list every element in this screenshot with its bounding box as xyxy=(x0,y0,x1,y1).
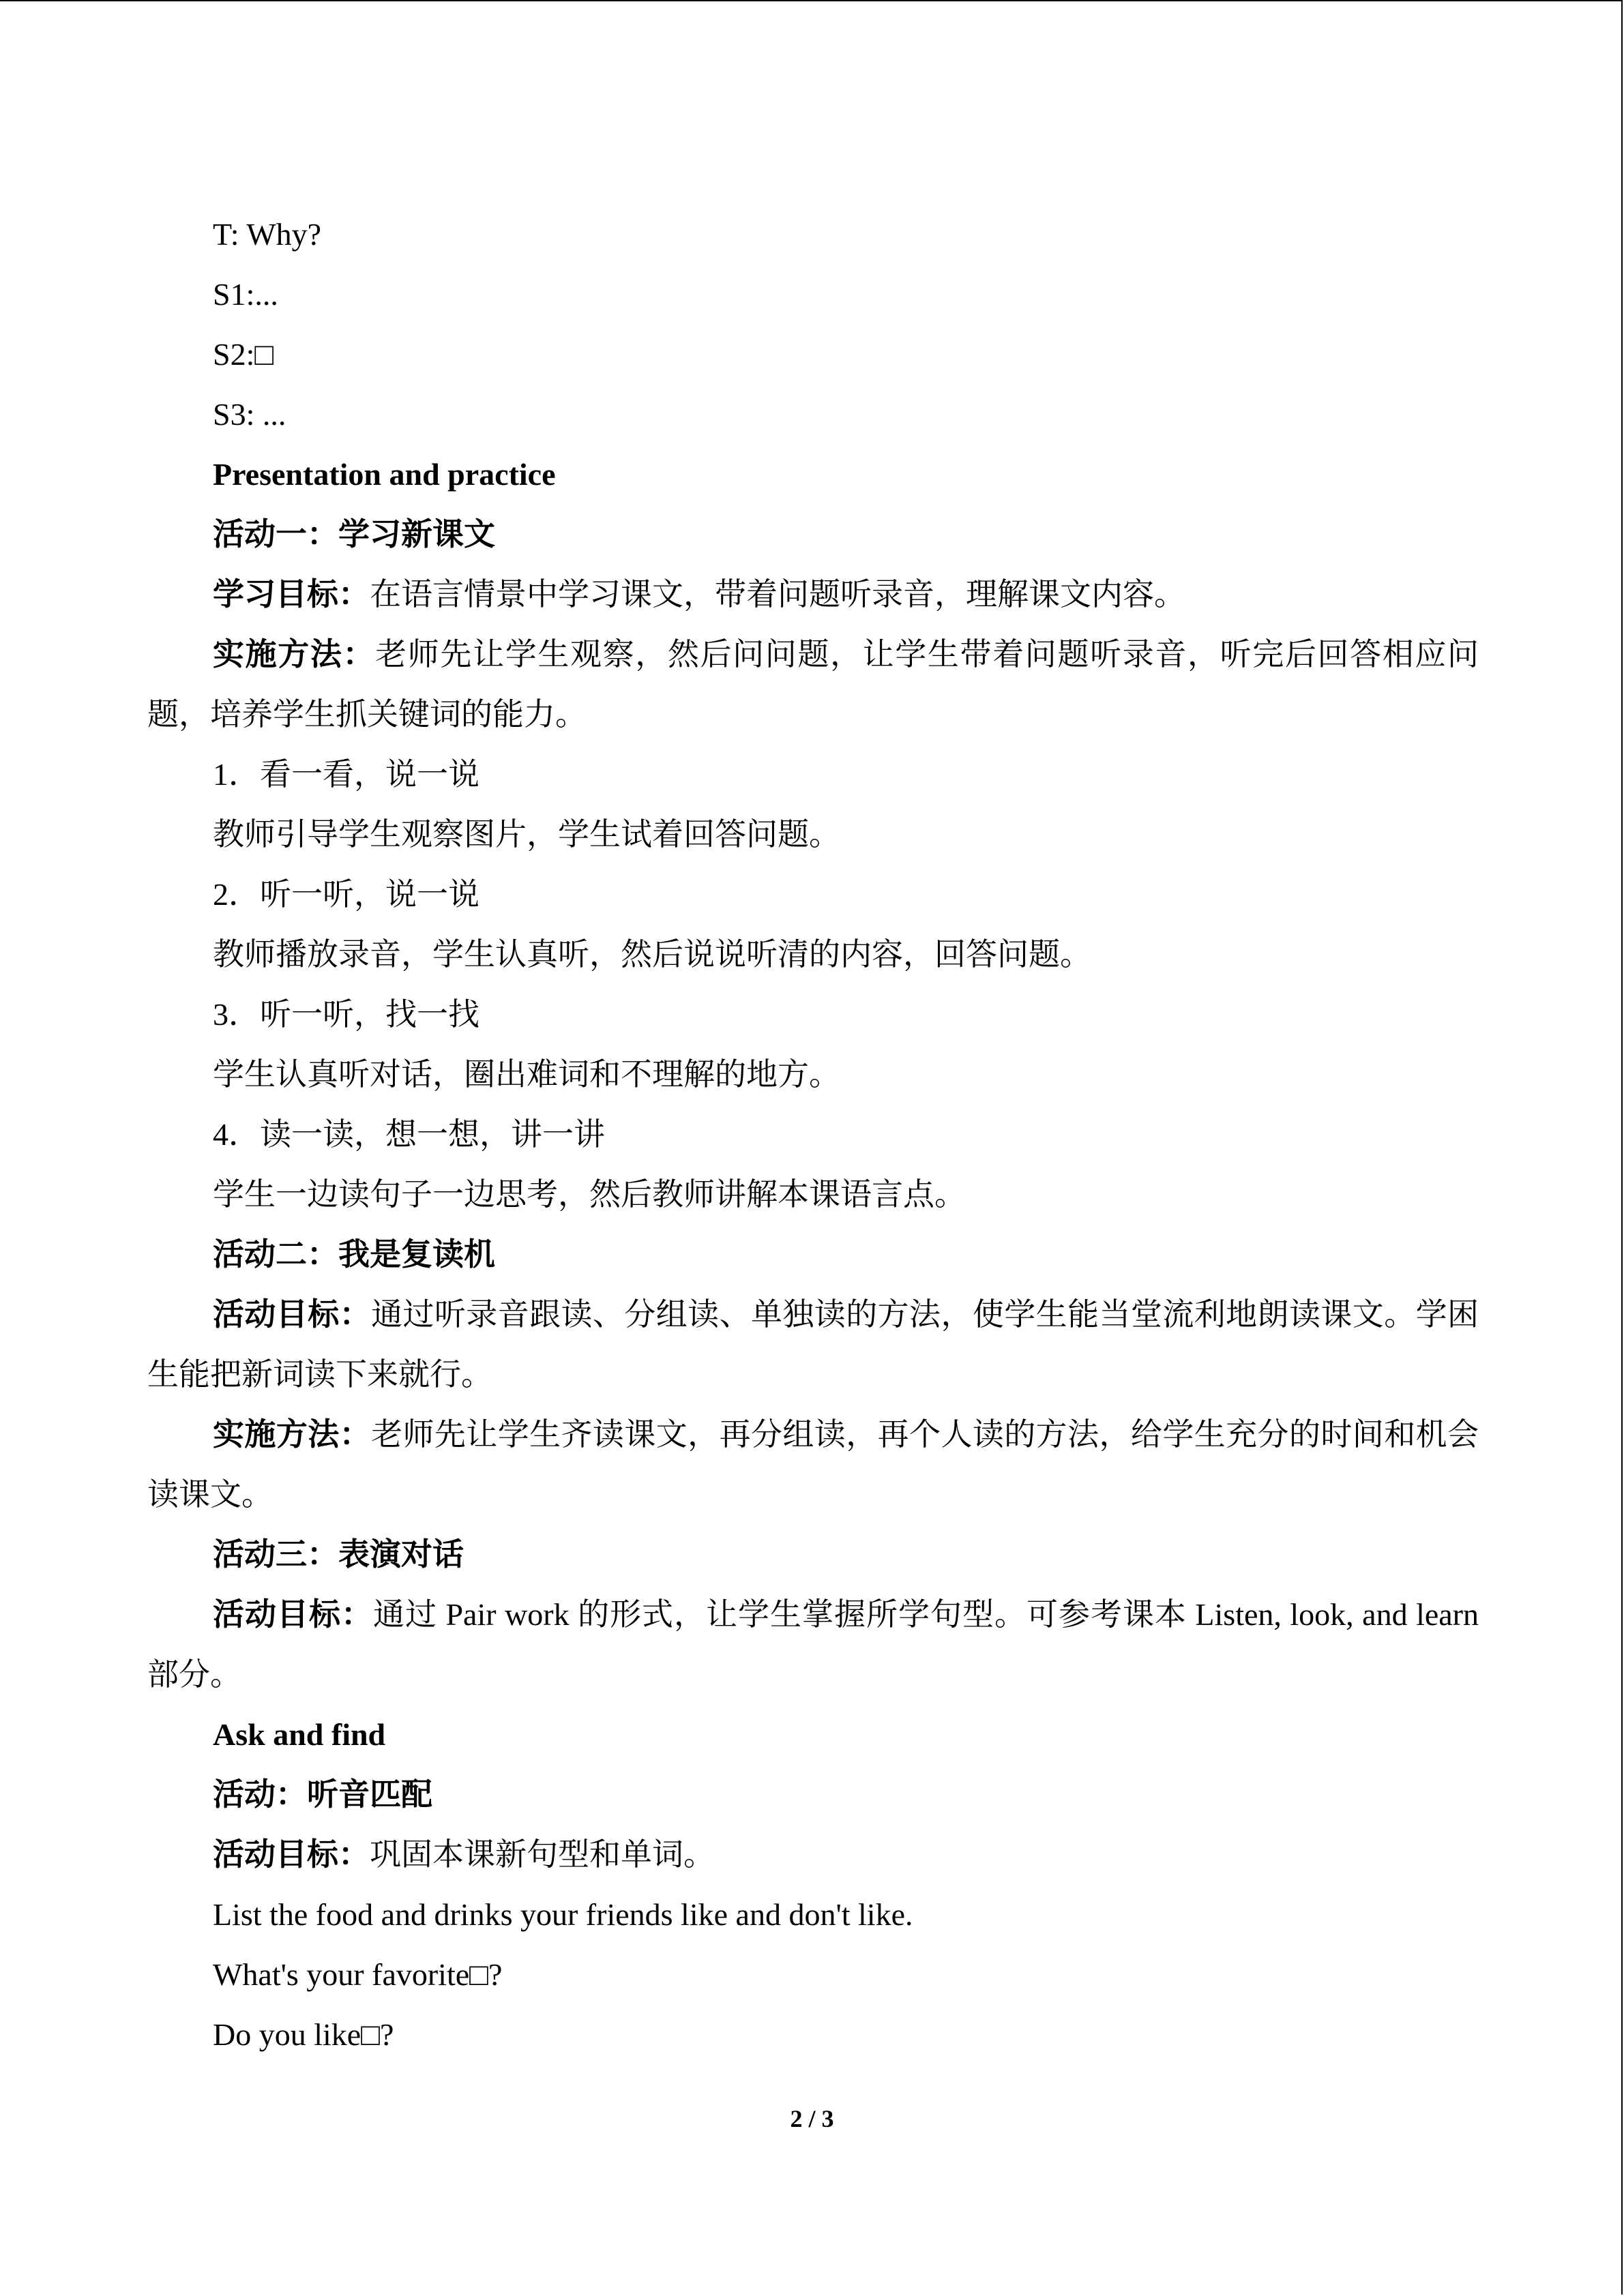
section2-goal-text: 巩固本课新句型和单词。 xyxy=(370,1837,715,1872)
activity3-goal-label: 活动目标： xyxy=(213,1597,373,1632)
step3-title: 3．听一听，找一找 xyxy=(213,997,479,1032)
activity1-goal-text: 在语言情景中学习课文，带着问题听录音，理解课文内容。 xyxy=(370,577,1185,612)
activity3-goal-text: 通过 Pair work 的形式，让学生掌握所学句型。可参考课本 Listen, look, and learn 部分。 xyxy=(147,1597,1479,1692)
practice-line-like: Do you like□? xyxy=(213,2017,394,2052)
activity2-method xyxy=(147,1405,1479,1525)
practice-line-list: List the food and drinks your friends like and don't like. xyxy=(213,1897,913,1932)
activity3-goal xyxy=(147,1585,1479,1705)
activity1-goal xyxy=(147,565,1479,625)
section2-activity-goal xyxy=(147,1825,1479,1885)
dialogue-line-teacher: T: Why? xyxy=(213,217,322,252)
document-body xyxy=(147,205,1479,2065)
activity1-method-label: 实施方法： xyxy=(213,637,376,672)
activity2-method-text: 老师先让学生齐读课文，再分组读，再个人读的方法，给学生充分的时间和机会读课文。 xyxy=(147,1417,1479,1512)
section2-goal-label: 活动目标： xyxy=(213,1837,370,1872)
dialogue-line-s3: S3: ... xyxy=(213,397,286,432)
activity3-title: 活动三：表演对话 xyxy=(213,1537,464,1572)
activity2-goal-text: 通过听录音跟读、分组读、单独读的方法，使学生能当堂流利地朗读课文。学困生能把新词读下来就行。 xyxy=(147,1297,1479,1392)
step2-desc: 教师播放录音，学生认真听，然后说说听清的内容，回答问题。 xyxy=(213,937,1091,972)
dialogue-line-s1: S1:... xyxy=(213,277,278,312)
step2-title: 2．听一听，说一说 xyxy=(213,877,479,912)
section-heading-presentation: Presentation and practice xyxy=(213,457,556,492)
activity2-title: 活动二：我是复读机 xyxy=(213,1237,495,1272)
section2-activity-title: 活动：听音匹配 xyxy=(213,1777,432,1812)
step1-title: 1．看一看，说一说 xyxy=(213,757,479,792)
step1-desc: 教师引导学生观察图片，学生试着回答问题。 xyxy=(213,817,840,852)
activity1-method xyxy=(147,625,1479,745)
activity1-method-text: 老师先让学生观察，然后问问题，让学生带着问题听录音，听完后回答相应问题，培养学生抓关键词的能力。 xyxy=(147,637,1479,732)
section-heading-ask-find: Ask and find xyxy=(213,1717,386,1752)
dialogue-line-s2: S2:□ xyxy=(213,337,274,372)
step4-desc: 学生一边读句子一边思考，然后教师讲解本课语言点。 xyxy=(213,1177,966,1212)
page-number: 2 / 3 xyxy=(790,2105,834,2132)
activity2-method-label: 实施方法： xyxy=(213,1417,372,1452)
activity2-goal-label: 活动目标： xyxy=(213,1297,372,1332)
practice-line-favorite: What's your favorite□? xyxy=(213,1957,503,1992)
activity1-title: 活动一：学习新课文 xyxy=(213,517,495,552)
step4-title: 4．读一读，想一想，讲一讲 xyxy=(213,1117,605,1152)
step3-desc: 学生认真听对话，圈出难词和不理解的地方。 xyxy=(213,1057,840,1092)
activity2-goal xyxy=(147,1285,1479,1405)
activity1-goal-label: 学习目标： xyxy=(213,577,370,612)
